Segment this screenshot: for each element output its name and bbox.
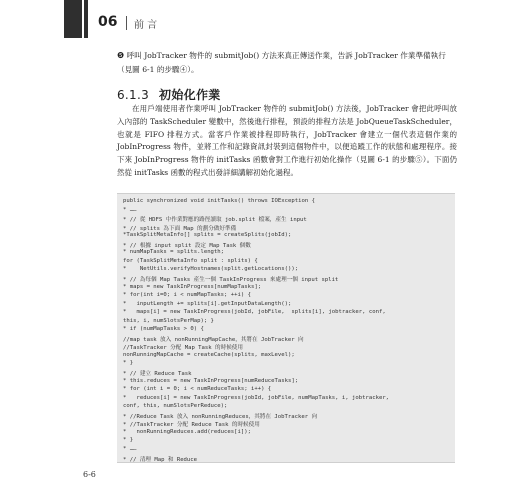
code-line: * for (int i = 0; i < numReduceTasks; i++) { xyxy=(123,386,272,393)
header-divider xyxy=(126,16,127,30)
section-heading xyxy=(117,86,221,103)
code-line: * if (numMapTasks > 0) { xyxy=(123,326,204,333)
code-line: * //Reduce Task 放入 nonRunningReduces，其將在 JobTracker 向 xyxy=(123,413,318,420)
code-line: * // 清理 Map 和 Reduce xyxy=(123,456,198,463)
code-line: * …… xyxy=(123,445,137,452)
code-line: * // 為每個 Map Tasks 產生一個 TaskInProgress 來處理一個 input split xyxy=(123,276,339,283)
code-line: for (TaskSplitMetaInfo split : splits) { xyxy=(123,257,258,264)
code-line: public synchronized void initTasks() throws IOException { xyxy=(123,198,315,204)
code-line: * maps = new TaskInProgress[numMapTasks]; xyxy=(123,283,262,290)
code-line: * …… xyxy=(123,206,137,213)
section-number: 6.1.3 xyxy=(117,88,150,102)
code-line: * this.reduces = new TaskInProgress[numReduceTasks]; xyxy=(123,377,299,384)
code-line: nonRunningMapCache = createCache(splits, maxLevel); xyxy=(123,351,295,358)
body-paragraph xyxy=(117,103,457,180)
code-line: * maps[i] = new TaskInProgress(jobId, jobFile, splits[i], jobtracker, conf, xyxy=(123,309,386,316)
chapter-number: 06 xyxy=(98,14,118,30)
intro-text: 呼叫 JobTracker 物件的 submitJob() 方法來真正傳送作業，告訴 JobTracker 作業準備執行（見圖 6-1 的步驟④）。 xyxy=(117,51,446,74)
code-line: * // 建立 Reduce Task xyxy=(123,371,192,377)
chapter-title: 前 言 xyxy=(134,20,158,31)
step-marker: ❺ xyxy=(117,51,125,60)
intro-paragraph xyxy=(117,49,457,77)
code-line: * nonRunningReduces.add(reduces[i]); xyxy=(123,428,251,435)
section-title: 初始化作業 xyxy=(159,88,221,102)
code-line: this, i, numSlotsPerMap); } xyxy=(123,317,214,324)
body-text: 在用戶端使用者作業呼叫 JobTracker 物件的 submitJob() 方法後，JobTracker 會把此呼叫放入內部的 TaskScheduler 變數中，然後進行排程，預設的排程方法是 JobQueueTaskScheduler，也就是 FIFO 排程方式。當客戶作業被排程即時執行，JobTracker 會建立一個代表這個作業的 JobInProgress 物件，並將工作和記錄資訊封裝到這個物件中，以便追蹤工作的狀態和處理程序。接下來 JobInProgress 物件的 initTasks 函數會對工作進行初始化操作（見圖 6-1 的步驟⑤）。下面仍然從 initTasks 函數的程式出發詳細講解初始化過程。 xyxy=(117,104,457,177)
code-line: conf, this, numSlotsPerReduce); xyxy=(123,403,228,410)
page-number: 6-6 xyxy=(83,470,96,479)
code-line: //TaskTracker 分配 Map Task 的時候使用 xyxy=(123,345,243,352)
chapter-tab-marker xyxy=(64,0,82,38)
code-line: * for(int i=0; i < numMapTasks; ++i) { xyxy=(123,292,251,299)
code-line: //map task 放入 nonRunningMapCache，其將在 JobTracker 向 xyxy=(123,336,304,343)
code-line: * } xyxy=(123,360,134,367)
code-line: * // 從 HDFS 中作業對應的路徑讀取 job.split 檔案，產生 input xyxy=(123,217,307,224)
code-line: * // 根據 input split 設定 Map Task 個數 xyxy=(123,242,251,249)
code-line: *TaskSplitMetaInfo[] splits = createSplits(jobId); xyxy=(123,232,292,239)
chapter-tab-stripe xyxy=(84,0,88,38)
code-line: * // splits 為下面 Map 的劃分做好準備 xyxy=(123,225,237,232)
code-line: * inputLength += splits[i].getInputDataLength(); xyxy=(123,300,292,307)
code-line: * NetUtils.verifyHostnames(split.getLocations()); xyxy=(123,266,299,273)
code-line: * numMapTasks = splits.length; xyxy=(123,249,225,256)
code-line: * //TaskTracker 分配 Reduce Task 的時候使用 xyxy=(123,422,260,429)
code-line: * reduces[i] = new TaskInProgress(jobId, jobFile, numMapTasks, i, jobtracker, xyxy=(123,394,390,401)
code-line: * } xyxy=(123,437,134,444)
